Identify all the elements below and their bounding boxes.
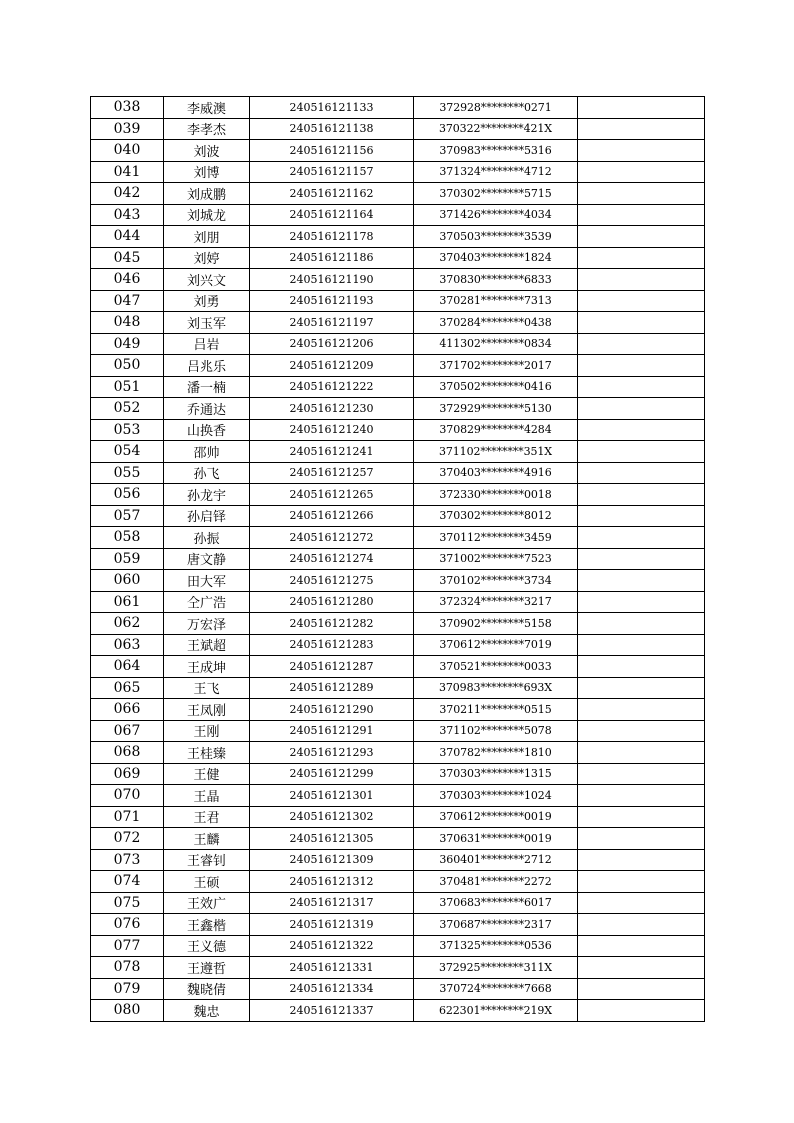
candidate-name: 刘城龙 <box>164 204 250 226</box>
table-row <box>91 140 705 162</box>
remarks-cell <box>578 634 705 656</box>
candidate-name: 王睿钊 <box>164 849 250 871</box>
row-number: 046 <box>91 269 164 291</box>
row-number: 077 <box>91 935 164 957</box>
table-row <box>91 742 705 764</box>
id-number: 370102********3734 <box>414 570 578 592</box>
exam-number: 240516121265 <box>250 484 414 506</box>
candidate-name: 刘玉军 <box>164 312 250 334</box>
table-row <box>91 97 705 119</box>
id-number: 372330********0018 <box>414 484 578 506</box>
id-number: 371102********351X <box>414 441 578 463</box>
row-number: 055 <box>91 462 164 484</box>
remarks-cell <box>578 957 705 979</box>
row-number: 047 <box>91 290 164 312</box>
row-number: 049 <box>91 333 164 355</box>
table-row <box>91 914 705 936</box>
row-number: 080 <box>91 1000 164 1022</box>
row-number: 069 <box>91 763 164 785</box>
row-number: 078 <box>91 957 164 979</box>
remarks-cell <box>578 570 705 592</box>
exam-number: 240516121178 <box>250 226 414 248</box>
row-number: 040 <box>91 140 164 162</box>
remarks-cell <box>578 613 705 635</box>
table-row <box>91 462 705 484</box>
row-number: 065 <box>91 677 164 699</box>
remarks-cell <box>578 742 705 764</box>
candidate-name: 刘兴文 <box>164 269 250 291</box>
id-number: 370303********1315 <box>414 763 578 785</box>
row-number: 072 <box>91 828 164 850</box>
row-number: 041 <box>91 161 164 183</box>
id-number: 371426********4034 <box>414 204 578 226</box>
id-number: 371324********4712 <box>414 161 578 183</box>
candidate-name: 仝广浩 <box>164 591 250 613</box>
roster-table-body <box>91 97 705 1022</box>
table-row <box>91 505 705 527</box>
table-row <box>91 333 705 355</box>
exam-number: 240516121133 <box>250 97 414 119</box>
table-row <box>91 634 705 656</box>
exam-number: 240516121206 <box>250 333 414 355</box>
table-row <box>91 935 705 957</box>
exam-number: 240516121290 <box>250 699 414 721</box>
id-number: 370403********4916 <box>414 462 578 484</box>
id-number: 370983********5316 <box>414 140 578 162</box>
id-number: 360401********2712 <box>414 849 578 871</box>
remarks-cell <box>578 871 705 893</box>
row-number: 051 <box>91 376 164 398</box>
remarks-cell <box>578 312 705 334</box>
row-number: 068 <box>91 742 164 764</box>
id-number: 370724********7668 <box>414 978 578 1000</box>
remarks-cell <box>578 398 705 420</box>
remarks-cell <box>578 484 705 506</box>
row-number: 067 <box>91 720 164 742</box>
table-row <box>91 290 705 312</box>
table-row <box>91 204 705 226</box>
table-row <box>91 656 705 678</box>
exam-number: 240516121317 <box>250 892 414 914</box>
candidate-name: 魏晓倩 <box>164 978 250 1000</box>
row-number: 059 <box>91 548 164 570</box>
row-number: 058 <box>91 527 164 549</box>
table-row <box>91 441 705 463</box>
remarks-cell <box>578 118 705 140</box>
remarks-cell <box>578 247 705 269</box>
exam-number: 240516121280 <box>250 591 414 613</box>
candidate-name: 王斌超 <box>164 634 250 656</box>
row-number: 062 <box>91 613 164 635</box>
exam-number: 240516121331 <box>250 957 414 979</box>
id-number: 370303********1024 <box>414 785 578 807</box>
remarks-cell <box>578 376 705 398</box>
row-number: 056 <box>91 484 164 506</box>
id-number: 411302********0834 <box>414 333 578 355</box>
id-number: 370521********0033 <box>414 656 578 678</box>
remarks-cell <box>578 505 705 527</box>
remarks-cell <box>578 269 705 291</box>
table-row <box>91 957 705 979</box>
id-number: 370281********7313 <box>414 290 578 312</box>
exam-number: 240516121230 <box>250 398 414 420</box>
candidate-name: 万宏泽 <box>164 613 250 635</box>
remarks-cell <box>578 935 705 957</box>
id-number: 370284********0438 <box>414 312 578 334</box>
exam-number: 240516121241 <box>250 441 414 463</box>
remarks-cell <box>578 355 705 377</box>
exam-number: 240516121222 <box>250 376 414 398</box>
exam-number: 240516121334 <box>250 978 414 1000</box>
table-row <box>91 892 705 914</box>
candidate-name: 王君 <box>164 806 250 828</box>
table-row <box>91 677 705 699</box>
candidate-name: 刘成鹏 <box>164 183 250 205</box>
row-number: 079 <box>91 978 164 1000</box>
row-number: 063 <box>91 634 164 656</box>
id-number: 371002********7523 <box>414 548 578 570</box>
exam-number: 240516121293 <box>250 742 414 764</box>
candidate-name: 王飞 <box>164 677 250 699</box>
exam-number: 240516121164 <box>250 204 414 226</box>
exam-number: 240516121291 <box>250 720 414 742</box>
exam-number: 240516121138 <box>250 118 414 140</box>
table-row <box>91 527 705 549</box>
table-row <box>91 978 705 1000</box>
exam-number: 240516121186 <box>250 247 414 269</box>
remarks-cell <box>578 548 705 570</box>
remarks-cell <box>578 527 705 549</box>
table-row <box>91 570 705 592</box>
remarks-cell <box>578 656 705 678</box>
table-row <box>91 118 705 140</box>
candidate-name: 邵帅 <box>164 441 250 463</box>
exam-number: 240516121302 <box>250 806 414 828</box>
candidate-name: 唐文静 <box>164 548 250 570</box>
row-number: 038 <box>91 97 164 119</box>
candidate-name: 孙龙宇 <box>164 484 250 506</box>
table-row <box>91 763 705 785</box>
candidate-name: 王鑫楷 <box>164 914 250 936</box>
exam-number: 240516121209 <box>250 355 414 377</box>
candidate-name: 李孝杰 <box>164 118 250 140</box>
exam-number: 240516121301 <box>250 785 414 807</box>
id-number: 370112********3459 <box>414 527 578 549</box>
exam-number: 240516121282 <box>250 613 414 635</box>
id-number: 370782********1810 <box>414 742 578 764</box>
row-number: 053 <box>91 419 164 441</box>
row-number: 076 <box>91 914 164 936</box>
table-row <box>91 871 705 893</box>
remarks-cell <box>578 720 705 742</box>
table-row <box>91 312 705 334</box>
table-row <box>91 161 705 183</box>
candidate-name: 孙振 <box>164 527 250 549</box>
row-number: 064 <box>91 656 164 678</box>
id-number: 372324********3217 <box>414 591 578 613</box>
remarks-cell <box>578 97 705 119</box>
id-number: 370481********2272 <box>414 871 578 893</box>
row-number: 042 <box>91 183 164 205</box>
candidate-name: 山换香 <box>164 419 250 441</box>
candidate-name: 乔通达 <box>164 398 250 420</box>
exam-number: 240516121275 <box>250 570 414 592</box>
id-number: 372928********0271 <box>414 97 578 119</box>
exam-number: 240516121162 <box>250 183 414 205</box>
id-number: 370902********5158 <box>414 613 578 635</box>
id-number: 370211********0515 <box>414 699 578 721</box>
id-number: 370503********3539 <box>414 226 578 248</box>
remarks-cell <box>578 699 705 721</box>
id-number: 370829********4284 <box>414 419 578 441</box>
row-number: 052 <box>91 398 164 420</box>
id-number: 370683********6017 <box>414 892 578 914</box>
exam-number: 240516121156 <box>250 140 414 162</box>
exam-number: 240516121309 <box>250 849 414 871</box>
candidate-name: 王凤刚 <box>164 699 250 721</box>
row-number: 054 <box>91 441 164 463</box>
candidate-name: 田大军 <box>164 570 250 592</box>
row-number: 043 <box>91 204 164 226</box>
row-number: 061 <box>91 591 164 613</box>
table-row <box>91 419 705 441</box>
candidate-name: 王成坤 <box>164 656 250 678</box>
candidate-name: 孙飞 <box>164 462 250 484</box>
candidate-name: 魏忠 <box>164 1000 250 1022</box>
exam-number: 240516121193 <box>250 290 414 312</box>
id-number: 622301********219X <box>414 1000 578 1022</box>
remarks-cell <box>578 978 705 1000</box>
exam-number: 240516121190 <box>250 269 414 291</box>
candidate-name: 孙启铎 <box>164 505 250 527</box>
table-row <box>91 484 705 506</box>
table-row <box>91 226 705 248</box>
exam-number: 240516121322 <box>250 935 414 957</box>
table-row <box>91 269 705 291</box>
id-number: 370612********0019 <box>414 806 578 828</box>
remarks-cell <box>578 914 705 936</box>
candidate-name: 潘一楠 <box>164 376 250 398</box>
remarks-cell <box>578 333 705 355</box>
remarks-cell <box>578 290 705 312</box>
table-row <box>91 720 705 742</box>
candidate-name: 王健 <box>164 763 250 785</box>
id-number: 370302********5715 <box>414 183 578 205</box>
table-row <box>91 828 705 850</box>
row-number: 057 <box>91 505 164 527</box>
row-number: 039 <box>91 118 164 140</box>
id-number: 370983********693X <box>414 677 578 699</box>
remarks-cell <box>578 419 705 441</box>
remarks-cell <box>578 183 705 205</box>
remarks-cell <box>578 849 705 871</box>
row-number: 075 <box>91 892 164 914</box>
table-row <box>91 355 705 377</box>
remarks-cell <box>578 591 705 613</box>
table-row <box>91 1000 705 1022</box>
remarks-cell <box>578 441 705 463</box>
remarks-cell <box>578 226 705 248</box>
candidate-name: 王义德 <box>164 935 250 957</box>
table-row <box>91 613 705 635</box>
candidate-name: 王效广 <box>164 892 250 914</box>
exam-number: 240516121337 <box>250 1000 414 1022</box>
id-number: 370322********421X <box>414 118 578 140</box>
table-row <box>91 806 705 828</box>
remarks-cell <box>578 785 705 807</box>
row-number: 070 <box>91 785 164 807</box>
exam-number: 240516121283 <box>250 634 414 656</box>
exam-number: 240516121305 <box>250 828 414 850</box>
id-number: 371702********2017 <box>414 355 578 377</box>
exam-number: 240516121274 <box>250 548 414 570</box>
remarks-cell <box>578 677 705 699</box>
remarks-cell <box>578 806 705 828</box>
exam-number: 240516121287 <box>250 656 414 678</box>
row-number: 073 <box>91 849 164 871</box>
id-number: 372925********311X <box>414 957 578 979</box>
candidate-name: 吕兆乐 <box>164 355 250 377</box>
candidate-name: 刘博 <box>164 161 250 183</box>
exam-number: 240516121272 <box>250 527 414 549</box>
table-row <box>91 183 705 205</box>
remarks-cell <box>578 892 705 914</box>
remarks-cell <box>578 1000 705 1022</box>
id-number: 370687********2317 <box>414 914 578 936</box>
id-number: 371325********0536 <box>414 935 578 957</box>
row-number: 044 <box>91 226 164 248</box>
exam-number: 240516121299 <box>250 763 414 785</box>
id-number: 370631********0019 <box>414 828 578 850</box>
row-number: 050 <box>91 355 164 377</box>
table-row <box>91 849 705 871</box>
exam-number: 240516121257 <box>250 462 414 484</box>
id-number: 370830********6833 <box>414 269 578 291</box>
candidate-name: 王硕 <box>164 871 250 893</box>
table-row <box>91 785 705 807</box>
row-number: 066 <box>91 699 164 721</box>
exam-number: 240516121289 <box>250 677 414 699</box>
exam-number: 240516121197 <box>250 312 414 334</box>
candidate-name: 刘朋 <box>164 226 250 248</box>
remarks-cell <box>578 763 705 785</box>
candidate-name: 吕岩 <box>164 333 250 355</box>
table-row <box>91 699 705 721</box>
exam-number: 240516121312 <box>250 871 414 893</box>
exam-number: 240516121240 <box>250 419 414 441</box>
exam-number: 240516121157 <box>250 161 414 183</box>
row-number: 071 <box>91 806 164 828</box>
candidate-name: 王桂臻 <box>164 742 250 764</box>
table-row <box>91 398 705 420</box>
table-row <box>91 247 705 269</box>
candidate-name: 王刚 <box>164 720 250 742</box>
exam-number: 240516121266 <box>250 505 414 527</box>
id-number: 370403********1824 <box>414 247 578 269</box>
candidate-name: 李威澳 <box>164 97 250 119</box>
table-row <box>91 591 705 613</box>
candidate-name: 王晶 <box>164 785 250 807</box>
id-number: 370502********0416 <box>414 376 578 398</box>
candidate-name: 刘波 <box>164 140 250 162</box>
row-number: 074 <box>91 871 164 893</box>
id-number: 371102********5078 <box>414 720 578 742</box>
table-row <box>91 548 705 570</box>
candidate-name: 王麟 <box>164 828 250 850</box>
remarks-cell <box>578 462 705 484</box>
exam-number: 240516121319 <box>250 914 414 936</box>
id-number: 370302********8012 <box>414 505 578 527</box>
candidate-name: 刘婷 <box>164 247 250 269</box>
row-number: 048 <box>91 312 164 334</box>
remarks-cell <box>578 161 705 183</box>
remarks-cell <box>578 204 705 226</box>
id-number: 372929********5130 <box>414 398 578 420</box>
roster-table <box>90 96 705 1022</box>
candidate-name: 王遵哲 <box>164 957 250 979</box>
remarks-cell <box>578 828 705 850</box>
remarks-cell <box>578 140 705 162</box>
row-number: 045 <box>91 247 164 269</box>
row-number: 060 <box>91 570 164 592</box>
candidate-name: 刘勇 <box>164 290 250 312</box>
table-row <box>91 376 705 398</box>
id-number: 370612********7019 <box>414 634 578 656</box>
